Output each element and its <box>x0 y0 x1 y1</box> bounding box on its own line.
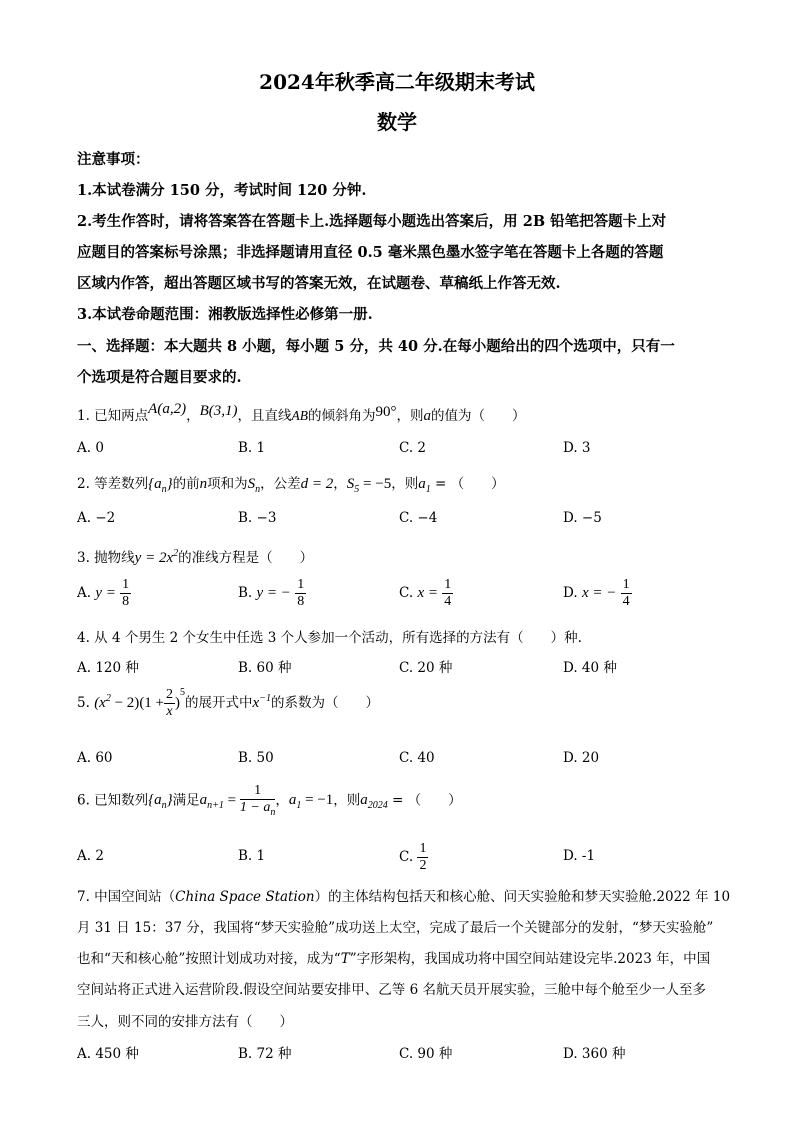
note-1: 1.本试卷满分 150 分，考试时间 120 分钟. <box>77 182 367 199</box>
q6-text-2: 满足 <box>172 792 200 809</box>
question-2 <box>77 472 505 495</box>
q2-a1: $a_1$ <box>418 476 431 495</box>
q1-text-3: 的倾斜角为 <box>307 408 376 424</box>
q5-text-2: 的展开式中 <box>185 695 253 711</box>
q3-option-b[interactable]: B. y = − $\frac{1}{8}$ <box>238 577 305 609</box>
exam-title: 2024年秋季高二年级期末考试 <box>259 70 535 94</box>
q6-text-5: = （ ） <box>387 792 462 809</box>
q5-fraction: $\frac{2}{x}$ <box>166 687 174 719</box>
q2-text-4: ，公差 <box>260 476 301 492</box>
q5-factor-1: $(x^2 - 2)$ <box>94 693 140 711</box>
note-2-line-1: 2.考生作答时，请将答案答在答题卡上.选择题每小题选出答案后，用 2B 铅笔把答题卡上对 <box>77 213 667 230</box>
q5-option-b[interactable]: B. 50 <box>238 750 274 766</box>
question-4: 4. 从 4 个男生 2 个女生中任选 3 个人参加一个活动，所有选择的方法有（ ）种. <box>77 630 582 646</box>
q1-option-a[interactable]: A. 0 <box>77 440 104 456</box>
section-1-line-1: 一、选择题：本大题共 8 小题，每小题 5 分，共 40 分.在每小题给出的四个选项中，只有一 <box>77 338 675 355</box>
q6-equals: = <box>223 792 240 809</box>
q2-var-n: n <box>199 476 208 492</box>
q2-option-b[interactable]: B. −3 <box>238 510 277 526</box>
q1-point-a: A(a,2) <box>148 401 187 417</box>
q3-text-2: 的准线方程是（ ） <box>178 550 314 566</box>
question-5 <box>77 688 379 719</box>
q5-number: 5. <box>77 695 90 711</box>
q7-english-name: China Space Station <box>175 889 315 905</box>
q6-text-1: 6. 已知数列 <box>77 792 149 809</box>
q1-sep: ， <box>186 408 200 424</box>
question-7-line-1: 7. 中国空间站（China Space Station）的主体结构包括天和核心舱、问天实验舱和梦天实验舱.2022 年 10 <box>77 889 731 905</box>
q7-t-shape: T <box>340 951 350 967</box>
question-7-line-5: 三人，则不同的安排方法有（ ） <box>77 1014 293 1030</box>
q2-text-6: ，则 <box>391 476 419 492</box>
q2-text-1: 2. 等差数列 <box>77 476 149 492</box>
question-7-line-2: 月 31 日 15：37 分，我国将“梦天实验舱”成功送上太空，完成了最后一个关键部分的发射，“梦天实验舱” <box>77 920 714 936</box>
q5-option-c[interactable]: C. 40 <box>399 750 435 766</box>
notes-heading: 注意事项： <box>77 151 150 168</box>
q3-option-a[interactable]: A. y = $\frac{1}{8}$ <box>77 577 130 609</box>
q1-text-2: ，且直线 <box>237 408 292 424</box>
q2-s5: $S_5 = -5$ <box>346 476 392 495</box>
q6-option-c-fraction: $\frac{1}{2}$ <box>419 841 427 873</box>
section-1-line-2: 个选项是符合题目要求的. <box>77 369 242 386</box>
question-7-line-4: 空间站将正式进入运营阶段.假设空间站要安排甲、乙等 6 名航天员开展实验，三舱中每个舱至少一人至多 <box>77 982 706 998</box>
q3-option-c[interactable]: C. x = $\frac{1}{4}$ <box>399 577 452 609</box>
q2-option-a[interactable]: A. −2 <box>77 510 116 526</box>
q6-option-d[interactable]: D. -1 <box>563 848 596 864</box>
q1-text-5: 的值为（ ） <box>430 408 526 424</box>
q2-text-2: 的前 <box>172 476 200 492</box>
q5-option-d[interactable]: D. 20 <box>563 750 600 766</box>
note-2-line-3: 区域内作答，超出答题区域书写的答案无效，在试题卷、草稿纸上作答无效. <box>77 275 561 292</box>
q6-option-b[interactable]: B. 1 <box>238 848 266 864</box>
q6-option-a[interactable]: A. 2 <box>77 848 104 864</box>
q6-sequence: $\{a_n\}$ <box>148 792 173 812</box>
q6-recurrence-lhs: $a_{n+1}$ <box>199 792 224 812</box>
q4-option-d[interactable]: D. 40 种 <box>563 660 617 676</box>
q1-text-1: 1. 已知两点 <box>77 408 149 424</box>
q3-text-1: 3. 抛物线 <box>77 550 135 566</box>
q1-text-4: ，则 <box>396 408 424 424</box>
q1-line-ab: AB <box>291 408 308 423</box>
q1-option-c[interactable]: C. 2 <box>399 440 427 456</box>
q3-option-d[interactable]: D. x = − $\frac{1}{4}$ <box>563 577 630 609</box>
q6-option-c[interactable]: C. $\frac{1}{2}$ <box>399 841 427 873</box>
q2-sum: $S_n$ <box>247 476 261 495</box>
subject-title: 数学 <box>377 110 417 134</box>
q2-common-diff: d = 2 <box>300 476 334 492</box>
q7-option-a[interactable]: A. 450 种 <box>77 1046 139 1062</box>
note-2-line-2: 应题目的答案标号涂黑；非选择题请用直径 0.5 毫米黑色墨水签字笔在答题卡上各题的答题 <box>77 244 664 261</box>
q3-option-a-fraction: $\frac{1}{8}$ <box>122 577 130 609</box>
question-1 <box>77 401 526 425</box>
q2-option-c[interactable]: C. −4 <box>399 510 438 526</box>
question-6 <box>77 784 462 818</box>
question-3 <box>77 546 313 567</box>
q5-option-a[interactable]: A. 60 <box>77 750 113 766</box>
note-3: 3.本试卷命题范围：湘教版选择性必修第一册. <box>77 306 373 323</box>
q2-text-3: 项和为 <box>207 476 248 492</box>
q7-option-c[interactable]: C. 90 种 <box>399 1046 453 1062</box>
q5-power: )$^5$ <box>175 687 186 711</box>
q4-option-c[interactable]: C. 20 种 <box>399 660 453 676</box>
q5-term: $x^{-1}$ <box>252 693 271 711</box>
q6-text-3: ， <box>275 792 289 809</box>
q1-var-a: a <box>423 408 431 424</box>
question-7-line-3: 也和“天和核心舱”按照计划成功对接，成为“T”字形架构，我国成功将中国空间站建设完毕.2023 年，中国 <box>77 951 711 967</box>
q5-factor-2: (1 + <box>139 695 165 711</box>
q7-option-b[interactable]: B. 72 种 <box>238 1046 292 1062</box>
q1-option-d[interactable]: D. 3 <box>563 440 591 456</box>
q6-a1: $a_1 = -1$ <box>288 792 334 812</box>
q4-option-b[interactable]: B. 60 种 <box>238 660 292 676</box>
q2-text-5: ， <box>333 476 347 492</box>
q3-option-b-fraction: $\frac{1}{8}$ <box>297 577 305 609</box>
q7-option-d[interactable]: D. 360 种 <box>563 1046 626 1062</box>
q2-sequence: $\{a_n\}$ <box>148 476 173 495</box>
q1-angle: 90° <box>375 404 397 420</box>
q4-option-a[interactable]: A. 120 种 <box>77 660 139 676</box>
q3-option-d-fraction: $\frac{1}{4}$ <box>622 577 630 609</box>
q6-a2024: $a_{2024}$ <box>360 792 388 812</box>
q2-option-d[interactable]: D. −5 <box>563 510 602 526</box>
q6-text-4: ，则 <box>333 792 361 809</box>
q3-equation: $y = 2x^2$ <box>134 548 179 566</box>
q6-fraction: $\frac{1}{1 - a_n}$ <box>239 783 276 818</box>
q5-text-3: 的系数为（ ） <box>270 695 379 711</box>
q1-point-b: B(3,1) <box>199 403 238 419</box>
q3-option-c-fraction: $\frac{1}{4}$ <box>444 577 452 609</box>
q2-text-7: = （ ） <box>430 476 505 492</box>
q1-option-b[interactable]: B. 1 <box>238 440 266 456</box>
